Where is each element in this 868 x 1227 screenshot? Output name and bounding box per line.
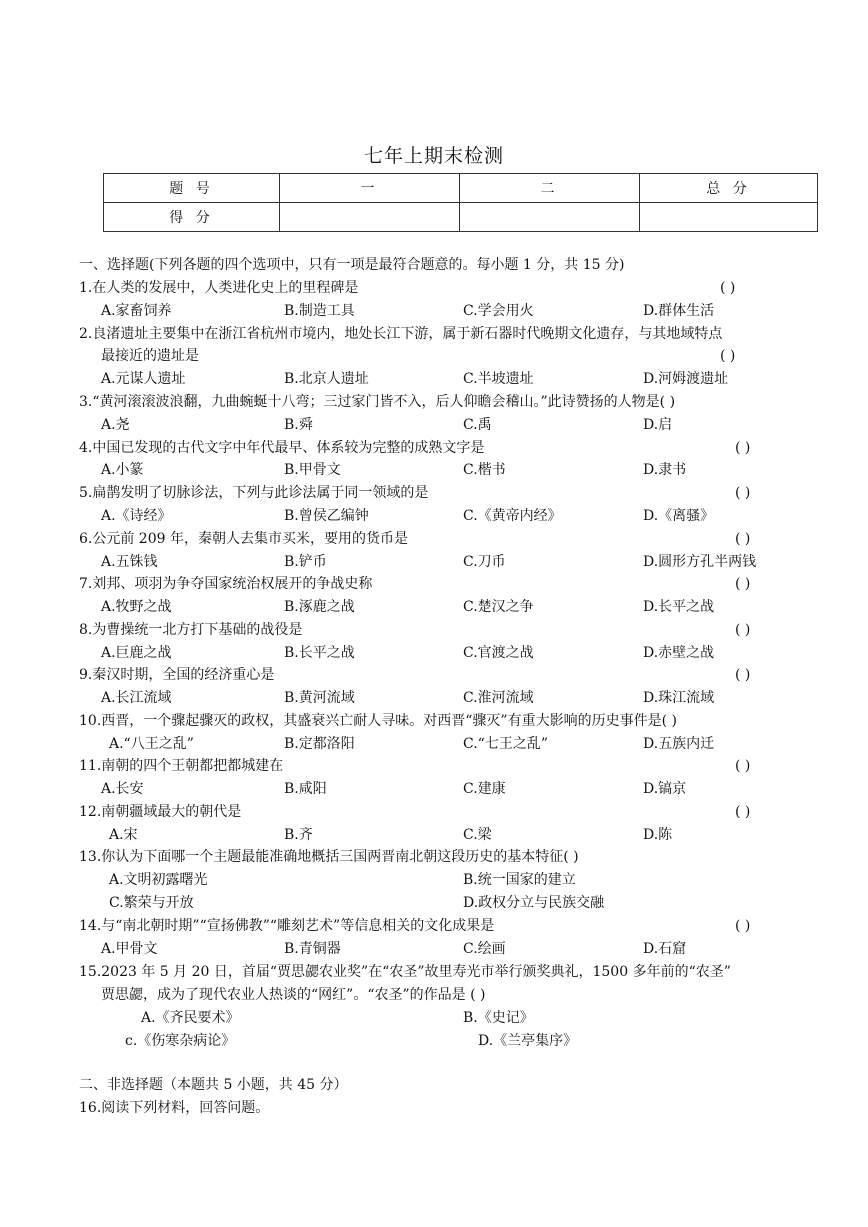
answer-blank[interactable]: ( ) [735, 758, 751, 774]
score-table-header-row [104, 174, 818, 203]
question-4-option-b[interactable]: B.甲骨文 [284, 462, 341, 478]
question-6-option-b[interactable]: B.铲币 [284, 554, 327, 570]
question-2-option-c[interactable]: C.半坡遗址 [463, 371, 534, 387]
question-12-stem: 12.南朝疆域最大的朝代是 [79, 804, 242, 820]
question-13-option-a[interactable]: A.文明初露曙光 [109, 872, 208, 888]
question-3-option-a[interactable]: A.尧 [101, 417, 130, 433]
question-11-stem: 11.南朝的四个王朝都把都城建在 [79, 758, 284, 774]
question-6-option-d[interactable]: D.圆形方孔半两钱 [643, 554, 757, 570]
question-15-stem: 15.2023 年 5 月 20 日，首届“贾思勰农业奖”在“农圣”故里寿光市举行颁奖典礼，1500 多年前的“农圣” [79, 964, 731, 980]
question-1-stem: 1.在人类的发展中，人类进化史上的里程碑是 [79, 280, 359, 296]
score-table-row-label: 得 分 [104, 203, 280, 232]
answer-blank[interactable]: ( ) [720, 348, 736, 364]
question-15-option-b[interactable]: B.《史记》 [463, 1010, 534, 1026]
answer-blank[interactable]: ( ) [735, 667, 751, 683]
question-1-option-a[interactable]: A.家畜饲养 [101, 303, 172, 319]
score-cell[interactable] [280, 203, 460, 232]
question-7-option-b[interactable]: B.涿鹿之战 [284, 599, 355, 615]
question-13-option-d[interactable]: D.政权分立与民族交融 [463, 895, 605, 911]
section-2-heading: 二、非选择题（本题共 5 小题，共 45 分） [79, 1077, 348, 1093]
score-cell[interactable] [460, 203, 640, 232]
score-table-header-cell: 二 [460, 174, 640, 203]
question-11-option-b[interactable]: B.咸阳 [284, 781, 327, 797]
question-3-stem: 3.“黄河滚滚波浪翻，九曲蜿蜒十八弯；三过家门皆不入，后人仰瞻会稽山。”此诗赞扬的人物是( ) [79, 394, 676, 410]
score-table-score-row [104, 203, 818, 232]
question-4-option-a[interactable]: A.小篆 [101, 462, 144, 478]
score-table-header-cell: 题 号 [104, 174, 280, 203]
question-8-option-b[interactable]: B.长平之战 [284, 645, 355, 661]
question-12-option-a[interactable]: A.宋 [109, 827, 138, 843]
answer-blank[interactable]: ( ) [735, 485, 751, 501]
question-10-option-b[interactable]: B.定都洛阳 [284, 736, 355, 752]
question-9-option-d[interactable]: D.珠江流域 [643, 690, 715, 706]
question-11-option-c[interactable]: C.建康 [463, 781, 506, 797]
question-11-option-d[interactable]: D.镐京 [643, 781, 687, 797]
question-4-stem: 4.中国已发现的古代文字中年代最早、体系较为完整的成熟文字是 [79, 440, 485, 456]
answer-blank[interactable]: ( ) [735, 918, 751, 934]
question-9-stem: 9.秦汉时期，全国的经济重心是 [79, 667, 275, 683]
question-6-stem: 6.公元前 209 年，秦朝人去集市买米，要用的货币是 [79, 531, 408, 547]
question-10-option-c[interactable]: C.“七王之乱” [463, 736, 548, 752]
question-14-stem: 14.与“南北朝时期”“宣扬佛教”“雕刻艺术”等信息相关的文化成果是 [79, 918, 495, 934]
question-14-option-b[interactable]: B.青铜器 [284, 941, 341, 957]
question-7-option-d[interactable]: D.长平之战 [643, 599, 715, 615]
question-10-option-d[interactable]: D.五族内迁 [643, 736, 715, 752]
question-14-option-d[interactable]: D.石窟 [643, 941, 687, 957]
question-9-option-b[interactable]: B.黄河流域 [284, 690, 355, 706]
question-6-option-a[interactable]: A.五铢钱 [101, 554, 158, 570]
question-2-stem: 2.良渚遗址主要集中在浙江省杭州市境内，地处长江下游，属于新石器时代晚期文化遗存，与其地域特点 [79, 326, 723, 342]
score-cell[interactable] [640, 203, 818, 232]
question-9-option-a[interactable]: A.长江流域 [101, 690, 172, 706]
question-2-stem-cont: 最接近的遗址是 [101, 348, 199, 364]
question-8-stem: 8.为曹操统一北方打下基础的战役是 [79, 622, 303, 638]
score-table-header-cell: 总 分 [640, 174, 818, 203]
answer-blank[interactable]: ( ) [735, 622, 751, 638]
score-table-header-cell: 一 [280, 174, 460, 203]
answer-blank[interactable]: ( ) [720, 280, 736, 296]
question-14-option-c[interactable]: C.绘画 [463, 941, 506, 957]
question-15-option-a[interactable]: A.《齐民要术》 [141, 1010, 240, 1026]
question-1-option-d[interactable]: D.群体生活 [643, 303, 715, 319]
answer-blank[interactable]: ( ) [735, 531, 751, 547]
question-3-option-c[interactable]: C.禹 [463, 417, 492, 433]
section-1-heading: 一、选择题(下列各题的四个选项中，只有一项是最符合题意的。每小题 1 分，共 15 分) [79, 257, 625, 273]
question-7-stem: 7.刘邦、项羽为争夺国家统治权展开的争战史称 [79, 576, 373, 592]
question-1-option-c[interactable]: C.学会用火 [463, 303, 534, 319]
question-11-option-a[interactable]: A.长安 [101, 781, 144, 797]
question-2-option-d[interactable]: D.河姆渡遗址 [643, 371, 729, 387]
question-5-option-a[interactable]: A.《诗经》 [101, 508, 172, 524]
question-5-option-d[interactable]: D.《离骚》 [643, 508, 715, 524]
question-8-option-c[interactable]: C.官渡之战 [463, 645, 534, 661]
question-5-option-c[interactable]: C.《黄帝内经》 [463, 508, 562, 524]
answer-blank[interactable]: ( ) [735, 804, 751, 820]
question-5-stem: 5.扁鹊发明了切脉诊法，下列与此诊法属于同一领域的是 [79, 485, 429, 501]
question-14-option-a[interactable]: A.甲骨文 [101, 941, 158, 957]
question-7-option-a[interactable]: A.牧野之战 [101, 599, 172, 615]
answer-blank[interactable]: ( ) [735, 440, 751, 456]
question-15-option-c[interactable]: c.《伤寒杂病论》 [125, 1033, 236, 1049]
question-10-option-a[interactable]: A.“八王之乱” [109, 736, 194, 752]
question-3-option-d[interactable]: D.启 [643, 417, 673, 433]
question-8-option-d[interactable]: D.赤壁之战 [643, 645, 715, 661]
question-1-option-b[interactable]: B.制造工具 [284, 303, 355, 319]
question-4-option-d[interactable]: D.隶书 [643, 462, 687, 478]
question-2-option-a[interactable]: A.元谋人遗址 [101, 371, 186, 387]
question-6-option-c[interactable]: C.刀币 [463, 554, 506, 570]
question-4-option-c[interactable]: C.楷书 [463, 462, 506, 478]
answer-blank[interactable]: ( ) [735, 576, 751, 592]
question-15-stem-cont: 贾思勰，成为了现代农业人热谈的“网红”。“农圣”的作品是 ( ) [101, 987, 486, 1003]
question-16-stem: 16.阅读下列材料，回答问题。 [79, 1100, 270, 1116]
question-3-option-b[interactable]: B.舜 [284, 417, 313, 433]
question-9-option-c[interactable]: C.淮河流域 [463, 690, 534, 706]
score-table [103, 173, 818, 232]
page-title: 七年上期末检测 [363, 145, 504, 167]
question-15-option-d[interactable]: D.《兰亭集序》 [478, 1033, 578, 1049]
question-13-option-b[interactable]: B.统一国家的建立 [463, 872, 576, 888]
question-12-option-c[interactable]: C.梁 [463, 827, 492, 843]
question-5-option-b[interactable]: B.曾侯乙编钟 [284, 508, 369, 524]
question-13-stem: 13.你认为下面哪一个主题最能准确地概括三国两晋南北朝这段历史的基本特征( ) [79, 849, 579, 865]
question-12-option-b[interactable]: B.齐 [284, 827, 313, 843]
question-2-option-b[interactable]: B.北京人遗址 [284, 371, 369, 387]
question-13-option-c[interactable]: C.繁荣与开放 [109, 895, 194, 911]
question-12-option-d[interactable]: D.陈 [643, 827, 673, 843]
question-7-option-c[interactable]: C.楚汉之争 [463, 599, 534, 615]
question-8-option-a[interactable]: A.巨鹿之战 [101, 645, 172, 661]
question-10-stem: 10.西晋，一个骤起骤灭的政权，其盛衰兴亡耐人寻味。对西晋“骤灭”有重大影响的历史事件是( ) [79, 713, 677, 729]
